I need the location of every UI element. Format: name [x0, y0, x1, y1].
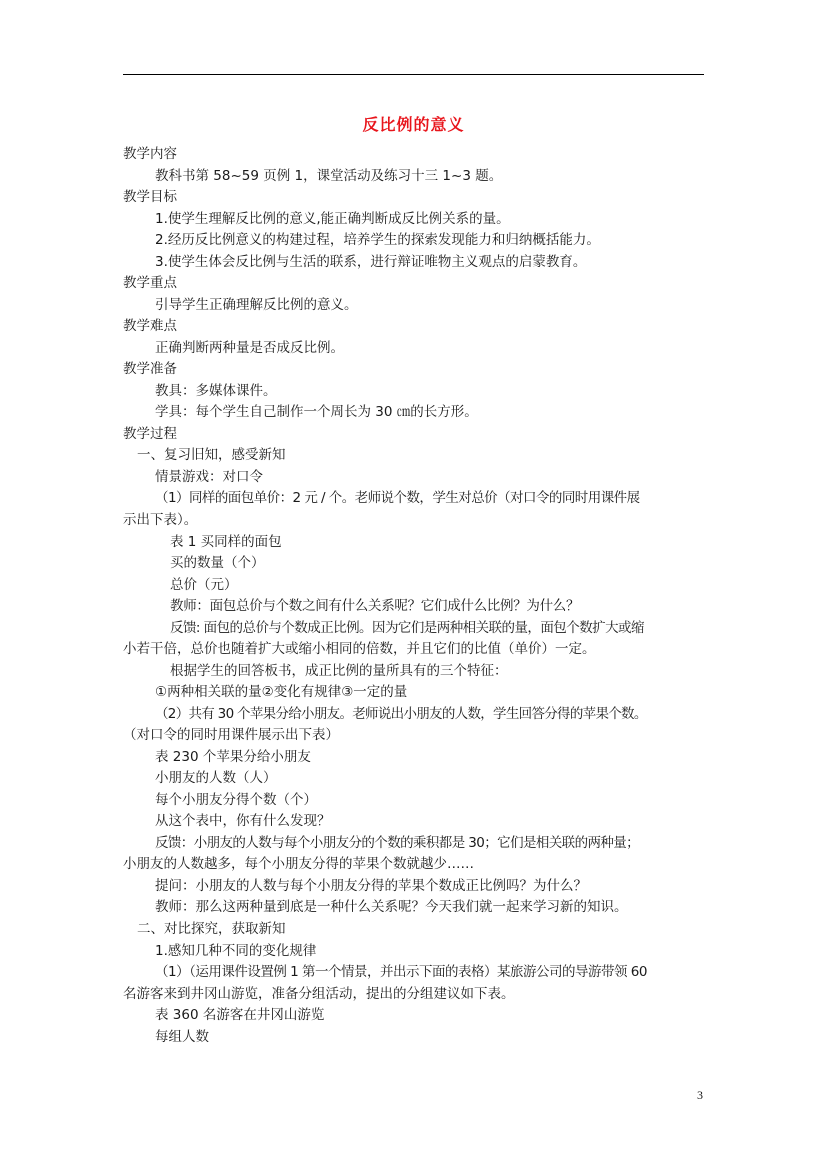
text-line: （对口令的同时用课件展示出下表）	[123, 727, 339, 743]
text-line: 每组人数	[155, 1029, 209, 1045]
text-line: 提问：小朋友的人数与每个小朋友分得的苹果个数成正比例吗？为什么？	[155, 878, 587, 894]
text-line: 2.经历反比例意义的构建过程，培养学生的探索发现能力和归纳概括能力。	[155, 232, 600, 248]
text-line: 小朋友的人数（人）	[155, 770, 277, 786]
text-line: 小朋友的人数越多，每个小朋友分得的苹果个数就越少……	[123, 856, 474, 872]
text-line: 教师：那么这两种量到底是一种什么关系呢？今天我们就一起来学习新的知识。	[155, 899, 628, 915]
text-line: （1）同样的面包单价：2 元 / 个。老师说个数，学生对总价（对口令的同时用课件展	[155, 490, 640, 506]
text-line: 表 360 名游客在井冈山游览	[155, 1007, 325, 1023]
text-line: ①两种相关联的量②变化有规律③一定的量	[155, 684, 408, 700]
document-title: 反比例的意义	[362, 115, 465, 134]
text-line: 表 230 个苹果分给小朋友	[155, 749, 311, 765]
text-line: 从这个表中，你有什么发现？	[155, 813, 331, 829]
text-line: 3.使学生体会反比例与生活的联系，进行辩证唯物主义观点的启蒙教育。	[155, 254, 587, 270]
text-line: 示出下表）。	[123, 512, 198, 528]
text-line: 教学过程	[123, 426, 177, 442]
text-line: 名游客来到井冈山游览，准备分组活动，提出的分组建议如下表。	[123, 986, 515, 1002]
text-line: 学具：每个学生自己制作一个周长为 30 ㎝的长方形。	[155, 404, 478, 420]
text-line: 教科书第 58~59 页例 1，课堂活动及练习十三 1~3 题。	[155, 168, 503, 184]
text-line: 1.感知几种不同的变化规律	[155, 943, 317, 959]
text-line: 情景游戏：对口令	[155, 469, 263, 485]
text-line: 教学重点	[123, 275, 177, 291]
text-line: 正确判断两种量是否成反比例。	[155, 340, 344, 356]
text-line: 一、复习旧知，感受新知	[137, 447, 286, 463]
text-line: 根据学生的回答板书，成正比例的量所具有的三个特征：	[170, 663, 508, 679]
text-line: 小若干倍，总价也随着扩大或缩小相同的倍数，并且它们的比值（单价）一定。	[123, 641, 596, 657]
text-line: 教学内容	[123, 146, 177, 162]
text-line: 二、对比探究，获取新知	[137, 921, 286, 937]
text-line: 教具：多媒体课件。	[155, 383, 277, 399]
text-line: 表 1 买同样的面包	[170, 534, 282, 550]
text-line: 买的数量（个）	[170, 555, 265, 571]
text-line: 反馈：小朋友的人数与每个小朋友分的个数的乘积都是 30；它们是相关联的两种量；	[155, 835, 640, 851]
text-line: （1）（运用课件设置例 1 第一个情景，并出示下面的表格）某旅游公司的导游带领 60	[155, 964, 647, 980]
text-line: 教学难点	[123, 318, 177, 334]
text-line: 反馈: 面包的总价与个数成正比例。因为它们是两种相关联的量，面包个数扩大或缩	[170, 620, 644, 636]
text-line: （2）共有 30 个苹果分给小朋友。老师说出小朋友的人数，学生回答分得的苹果个数。	[155, 706, 647, 722]
page-number: 3	[697, 1088, 703, 1102]
text-line: 总价（元）	[170, 577, 238, 593]
text-line: 1.使学生理解反比例的意义,能正确判断成反比例关系的量。	[155, 211, 510, 227]
text-line: 教学准备	[123, 361, 177, 377]
text-line: 引导学生正确理解反比例的意义。	[155, 297, 358, 313]
text-line: 教师：面包总价与个数之间有什么关系呢？它们成什么比例？为什么？	[170, 598, 580, 614]
text-line: 每个小朋友分得个数（个）	[155, 792, 317, 808]
text-line: 教学目标	[123, 189, 177, 205]
header-rule	[123, 74, 704, 75]
